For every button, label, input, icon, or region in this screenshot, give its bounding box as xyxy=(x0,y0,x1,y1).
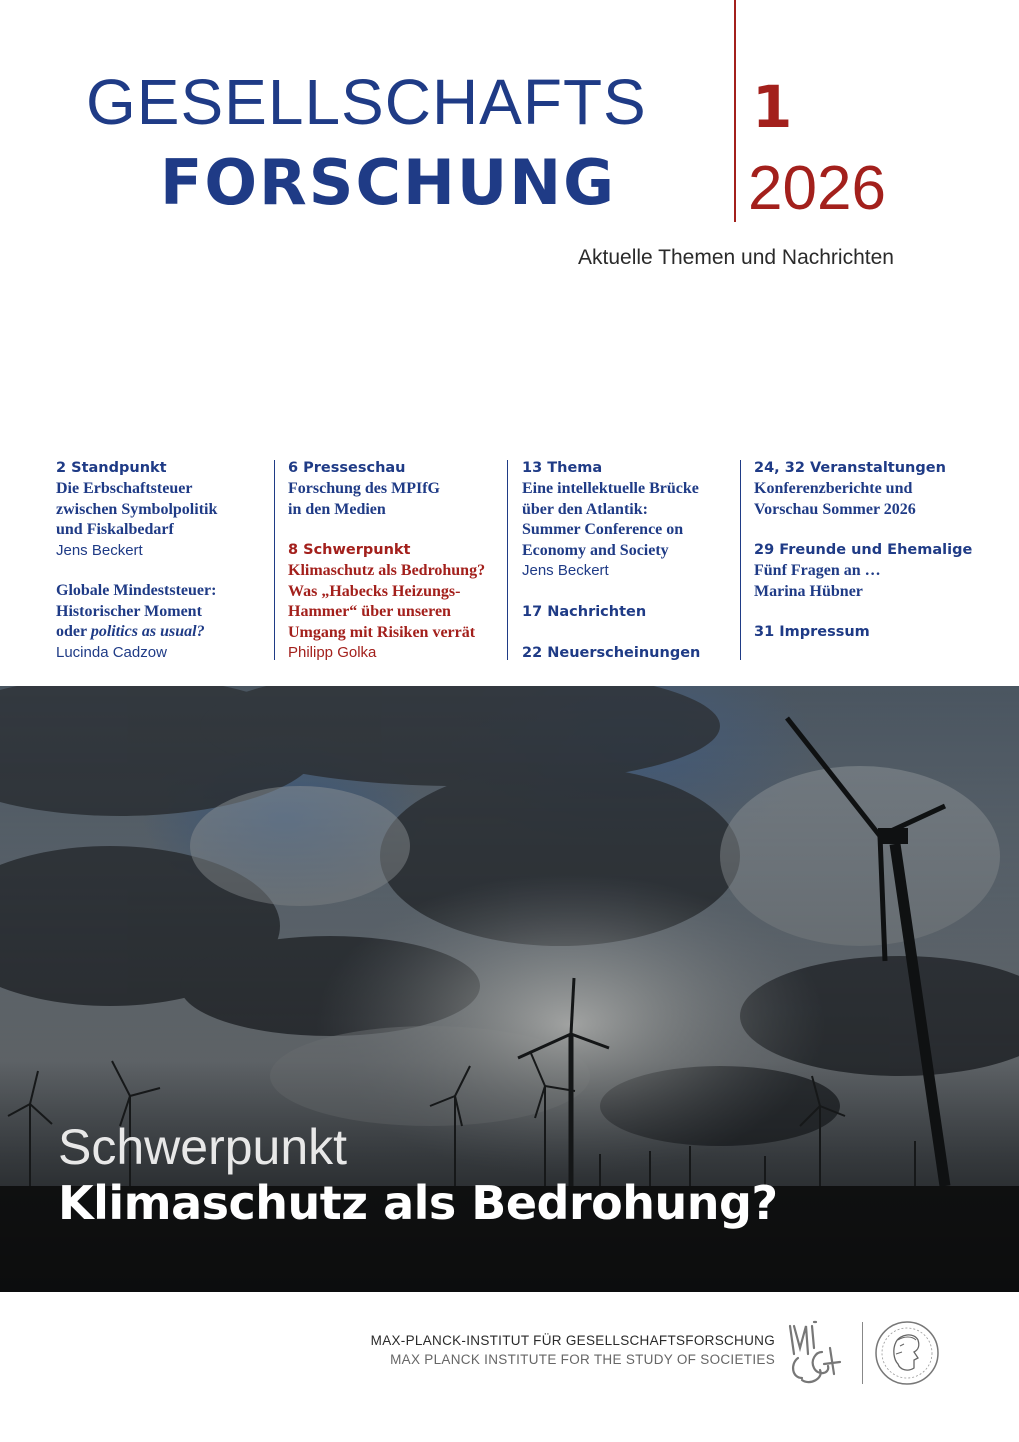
toc-article-title[interactable]: Klimaschutz als Bedrohung? xyxy=(288,562,486,579)
cover-headline: Klimaschutz als Bedrohung? xyxy=(58,1176,778,1230)
institute-name-german: MAX-PLANCK-INSTITUT FÜR GESELLSCHAFTSFORSCHUNG xyxy=(370,1333,775,1348)
cover-kicker: Schwerpunkt xyxy=(58,1119,348,1175)
toc-heading-schwerpunkt[interactable]: 8 Schwerpunkt xyxy=(288,542,411,558)
toc-article-title[interactable]: in den Medien xyxy=(288,500,386,518)
footer-separator xyxy=(862,1322,863,1384)
masthead-divider xyxy=(734,0,736,222)
toc-article-title-italic: politics as usual? xyxy=(90,623,205,640)
issue-year: 2026 xyxy=(748,154,886,223)
toc-article-title[interactable] xyxy=(56,622,217,643)
toc-heading-impressum[interactable]: 31 Impressum xyxy=(754,624,870,640)
toc-author: Jens Beckert xyxy=(56,541,143,559)
toc-article-title[interactable]: Globale Mindeststeuer: xyxy=(56,582,217,599)
issue-number: 1 xyxy=(752,73,793,141)
toc-article-title[interactable]: Konferenzberichte und xyxy=(754,480,913,497)
toc-column-1 xyxy=(56,458,217,663)
toc-article-title[interactable]: Hammer“ über unseren xyxy=(288,603,451,620)
masthead-subtitle: Aktuelle Themen und Nachrichten xyxy=(578,246,894,269)
toc-article-title[interactable]: Marina Hübner xyxy=(754,582,863,600)
toc-author: Lucinda Cadzow xyxy=(56,643,167,661)
toc-article-title[interactable]: Summer Conference on xyxy=(522,521,684,538)
toc-column-4 xyxy=(754,458,972,643)
masthead-line1: GESELLSCHAFTS xyxy=(86,66,647,138)
mpifg-logo-icon xyxy=(780,1318,850,1390)
toc-article-title[interactable]: über den Atlantik: xyxy=(522,500,648,518)
toc-heading-freunde[interactable]: 29 Freunde und Ehemalige xyxy=(754,542,973,558)
table-of-contents xyxy=(56,458,973,668)
toc-author: Philipp Golka xyxy=(288,644,377,661)
toc-article-title[interactable]: Economy and Society xyxy=(522,541,669,559)
toc-heading-standpunkt[interactable]: 2 Standpunkt xyxy=(56,460,167,476)
toc-heading-veranstaltungen[interactable]: 24, 32 Veranstaltungen xyxy=(754,460,946,476)
toc-article-title[interactable]: und Fiskalbedarf xyxy=(56,521,174,538)
toc-article-title[interactable]: Vorschau Sommer 2026 xyxy=(754,500,916,518)
toc-article-title[interactable]: Eine intellektuelle Brücke xyxy=(522,480,699,497)
toc-heading-nachrichten[interactable]: 17 Nachrichten xyxy=(522,603,647,620)
toc-column-2 xyxy=(288,458,485,664)
toc-article-title-prefix: oder xyxy=(56,623,91,640)
toc-separator xyxy=(507,460,508,660)
toc-article-title[interactable]: Historischer Moment xyxy=(56,602,202,620)
toc-article-title[interactable]: Fünf Fragen an … xyxy=(754,562,881,579)
institute-name-english: MAX PLANCK INSTITUTE FOR THE STUDY OF SOCIETIES xyxy=(390,1352,775,1367)
toc-separator xyxy=(274,460,275,660)
toc-article-title[interactable]: Forschung des MPIfG xyxy=(288,480,440,497)
toc-author: Jens Beckert xyxy=(522,562,609,579)
toc-article-title[interactable]: Umgang mit Risiken verrät xyxy=(288,623,476,641)
masthead-line2: FORSCHUNG xyxy=(160,146,616,219)
toc-column-3 xyxy=(522,458,700,664)
toc-separator xyxy=(740,460,741,660)
toc-article-title[interactable]: Die Erbschaftsteuer xyxy=(56,480,193,497)
minerva-seal-icon xyxy=(874,1320,940,1386)
toc-article-title[interactable]: Was „Habecks Heizungs- xyxy=(288,582,461,600)
toc-heading-thema[interactable]: 13 Thema xyxy=(522,460,603,476)
toc-article-title[interactable]: zwischen Symbolpolitik xyxy=(56,500,218,518)
toc-heading-presseschau[interactable]: 6 Presseschau xyxy=(288,460,406,476)
toc-heading-neuerscheinungen[interactable]: 22 Neuerscheinungen xyxy=(522,644,701,661)
